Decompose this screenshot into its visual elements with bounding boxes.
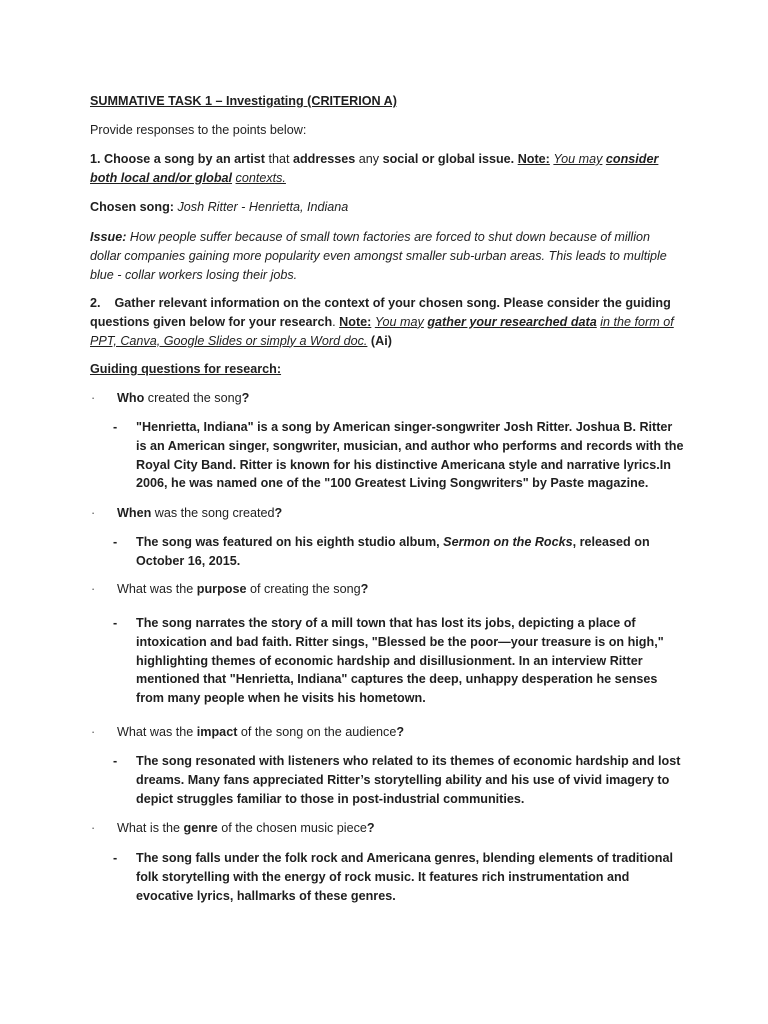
question-mark: ? (360, 582, 369, 596)
bullet: · (91, 725, 96, 739)
point-1-text-d: any (358, 152, 380, 166)
question-rest: was the song created (154, 506, 275, 520)
bullet: · (91, 582, 96, 596)
point-1-text-f: You may (553, 152, 603, 166)
question-rest: created the song (147, 391, 242, 405)
point-1-text-e: social or global issue. (382, 152, 515, 166)
point-2-text-b: . (332, 314, 336, 329)
question-genre (0, 819, 768, 838)
question-keyword: Who (117, 391, 145, 405)
point-2-text-c: You may (374, 314, 424, 329)
point-2 (90, 294, 680, 350)
guiding-questions-heading: Guiding questions for research: (90, 362, 282, 376)
chosen-song (90, 198, 680, 217)
question-text (117, 580, 368, 599)
question-who (0, 389, 768, 408)
question-text (117, 389, 249, 408)
question-impact (0, 723, 768, 742)
question-text (117, 819, 375, 838)
question-when (0, 504, 768, 523)
answer-dash: - (113, 851, 118, 865)
question-mark: ? (274, 506, 283, 520)
question-rest: of the song on the audience (240, 725, 397, 739)
point-1 (90, 150, 680, 188)
answer-dash: - (113, 420, 118, 434)
answer-when-b: , released on October 16, 2015. (136, 535, 650, 568)
question-mark: ? (241, 391, 250, 405)
point-1-text-a: Choose a song by an artist (104, 152, 265, 166)
point-2-note-label: Note: (339, 314, 372, 329)
album-title: Sermon on the Rocks (443, 535, 573, 549)
question-keyword: purpose (196, 582, 247, 596)
answer-when (136, 533, 684, 571)
question-lead: What was the (117, 725, 194, 739)
question-lead: What was the (117, 582, 194, 596)
point-1-text-c: addresses (292, 152, 356, 166)
answer-dash: - (113, 535, 118, 549)
answer-genre: The song falls under the folk rock and Americana genres, blending elements of traditional folk storytelling with the energy of rock music. It features rich instrumentation and evocative lyrics, hallmarks of these genres. (136, 851, 673, 903)
answer-dash: - (113, 616, 118, 630)
answer-impact: The song resonated with listeners who related to its themes of economic hardship and lost dreams. Many fans appreciated Ritter’s storytelling ability and his use of vivid imagery to depict struggles familiar to those in post-industrial communities. (136, 754, 681, 806)
question-rest: of the chosen music piece (221, 821, 367, 835)
question-keyword: When (117, 506, 152, 520)
point-1-number: 1. (90, 152, 101, 166)
issue (90, 228, 680, 284)
question-mark: ? (366, 821, 375, 835)
chosen-song-value: Josh Ritter - Henrietta, Indiana (177, 200, 349, 214)
answer-dash: - (113, 754, 118, 768)
issue-label: Issue: (90, 230, 127, 244)
question-text (117, 504, 282, 523)
question-keyword: genre (183, 821, 218, 835)
question-purpose (0, 580, 768, 599)
question-text (117, 723, 404, 742)
question-keyword: impact (196, 725, 238, 739)
question-rest: of creating the song (249, 582, 361, 596)
bullet: · (91, 821, 96, 835)
issue-value: How people suffer because of small town factories are forced to shut down because of million dollar companies gaining more popularity even amongst smaller sub-urban areas. This leads to multiple blue - collar workers losing their jobs. (90, 230, 667, 282)
point-2-text-f: (Ai) (370, 333, 392, 348)
answer-when-a: The song was featured on his eighth studio album, (136, 535, 440, 549)
point-2-text-e: in the form of PPT, Canva, Google Slides or simply a Word doc. (90, 314, 674, 348)
point-1-text-h: contexts. (235, 170, 286, 185)
point-1-text-g: consider both local and/or global (90, 152, 659, 185)
chosen-song-label: Chosen song: (90, 200, 174, 214)
bullet: · (91, 506, 96, 520)
point-2-text-a: 2. Gather relevant information on the context of your chosen song. Please consider the guiding questions given below for your research (90, 296, 675, 329)
answer-who: "Henrietta, Indiana" is a song by American singer-songwriter Josh Ritter. Joshua B. Ritter is an American singer, songwriter, musician, and author who performs and records with the Royal City Band. Ritter is known for his distinctive Americana style and narrative lyrics.In 2006, he was named one of the "100 Greatest Living Songwriters" by Paste magazine. (136, 420, 684, 491)
question-lead: What is the (117, 821, 180, 835)
answer-purpose: The song narrates the story of a mill town that has lost its jobs, depicting a place of intoxication and bad faith. Ritter sings, "Blessed be the poor—your treasure is on high," highlighting themes of economic hardship and disillusionment. In an interview Ritter mentioned that "Henrietta, Indiana" captures the deep, unhappy desperation he senses from many people when he visits his hometown. (136, 616, 664, 706)
point-2-text-d: gather your researched data (427, 314, 597, 329)
intro-text: Provide responses to the points below: (90, 123, 307, 137)
bullet: · (91, 391, 96, 405)
point-1-note-label: Note: (517, 152, 550, 166)
question-mark: ? (396, 725, 405, 739)
page-title: SUMMATIVE TASK 1 – Investigating (CRITERION A) (90, 94, 397, 108)
point-1-text-b: that (268, 152, 290, 166)
